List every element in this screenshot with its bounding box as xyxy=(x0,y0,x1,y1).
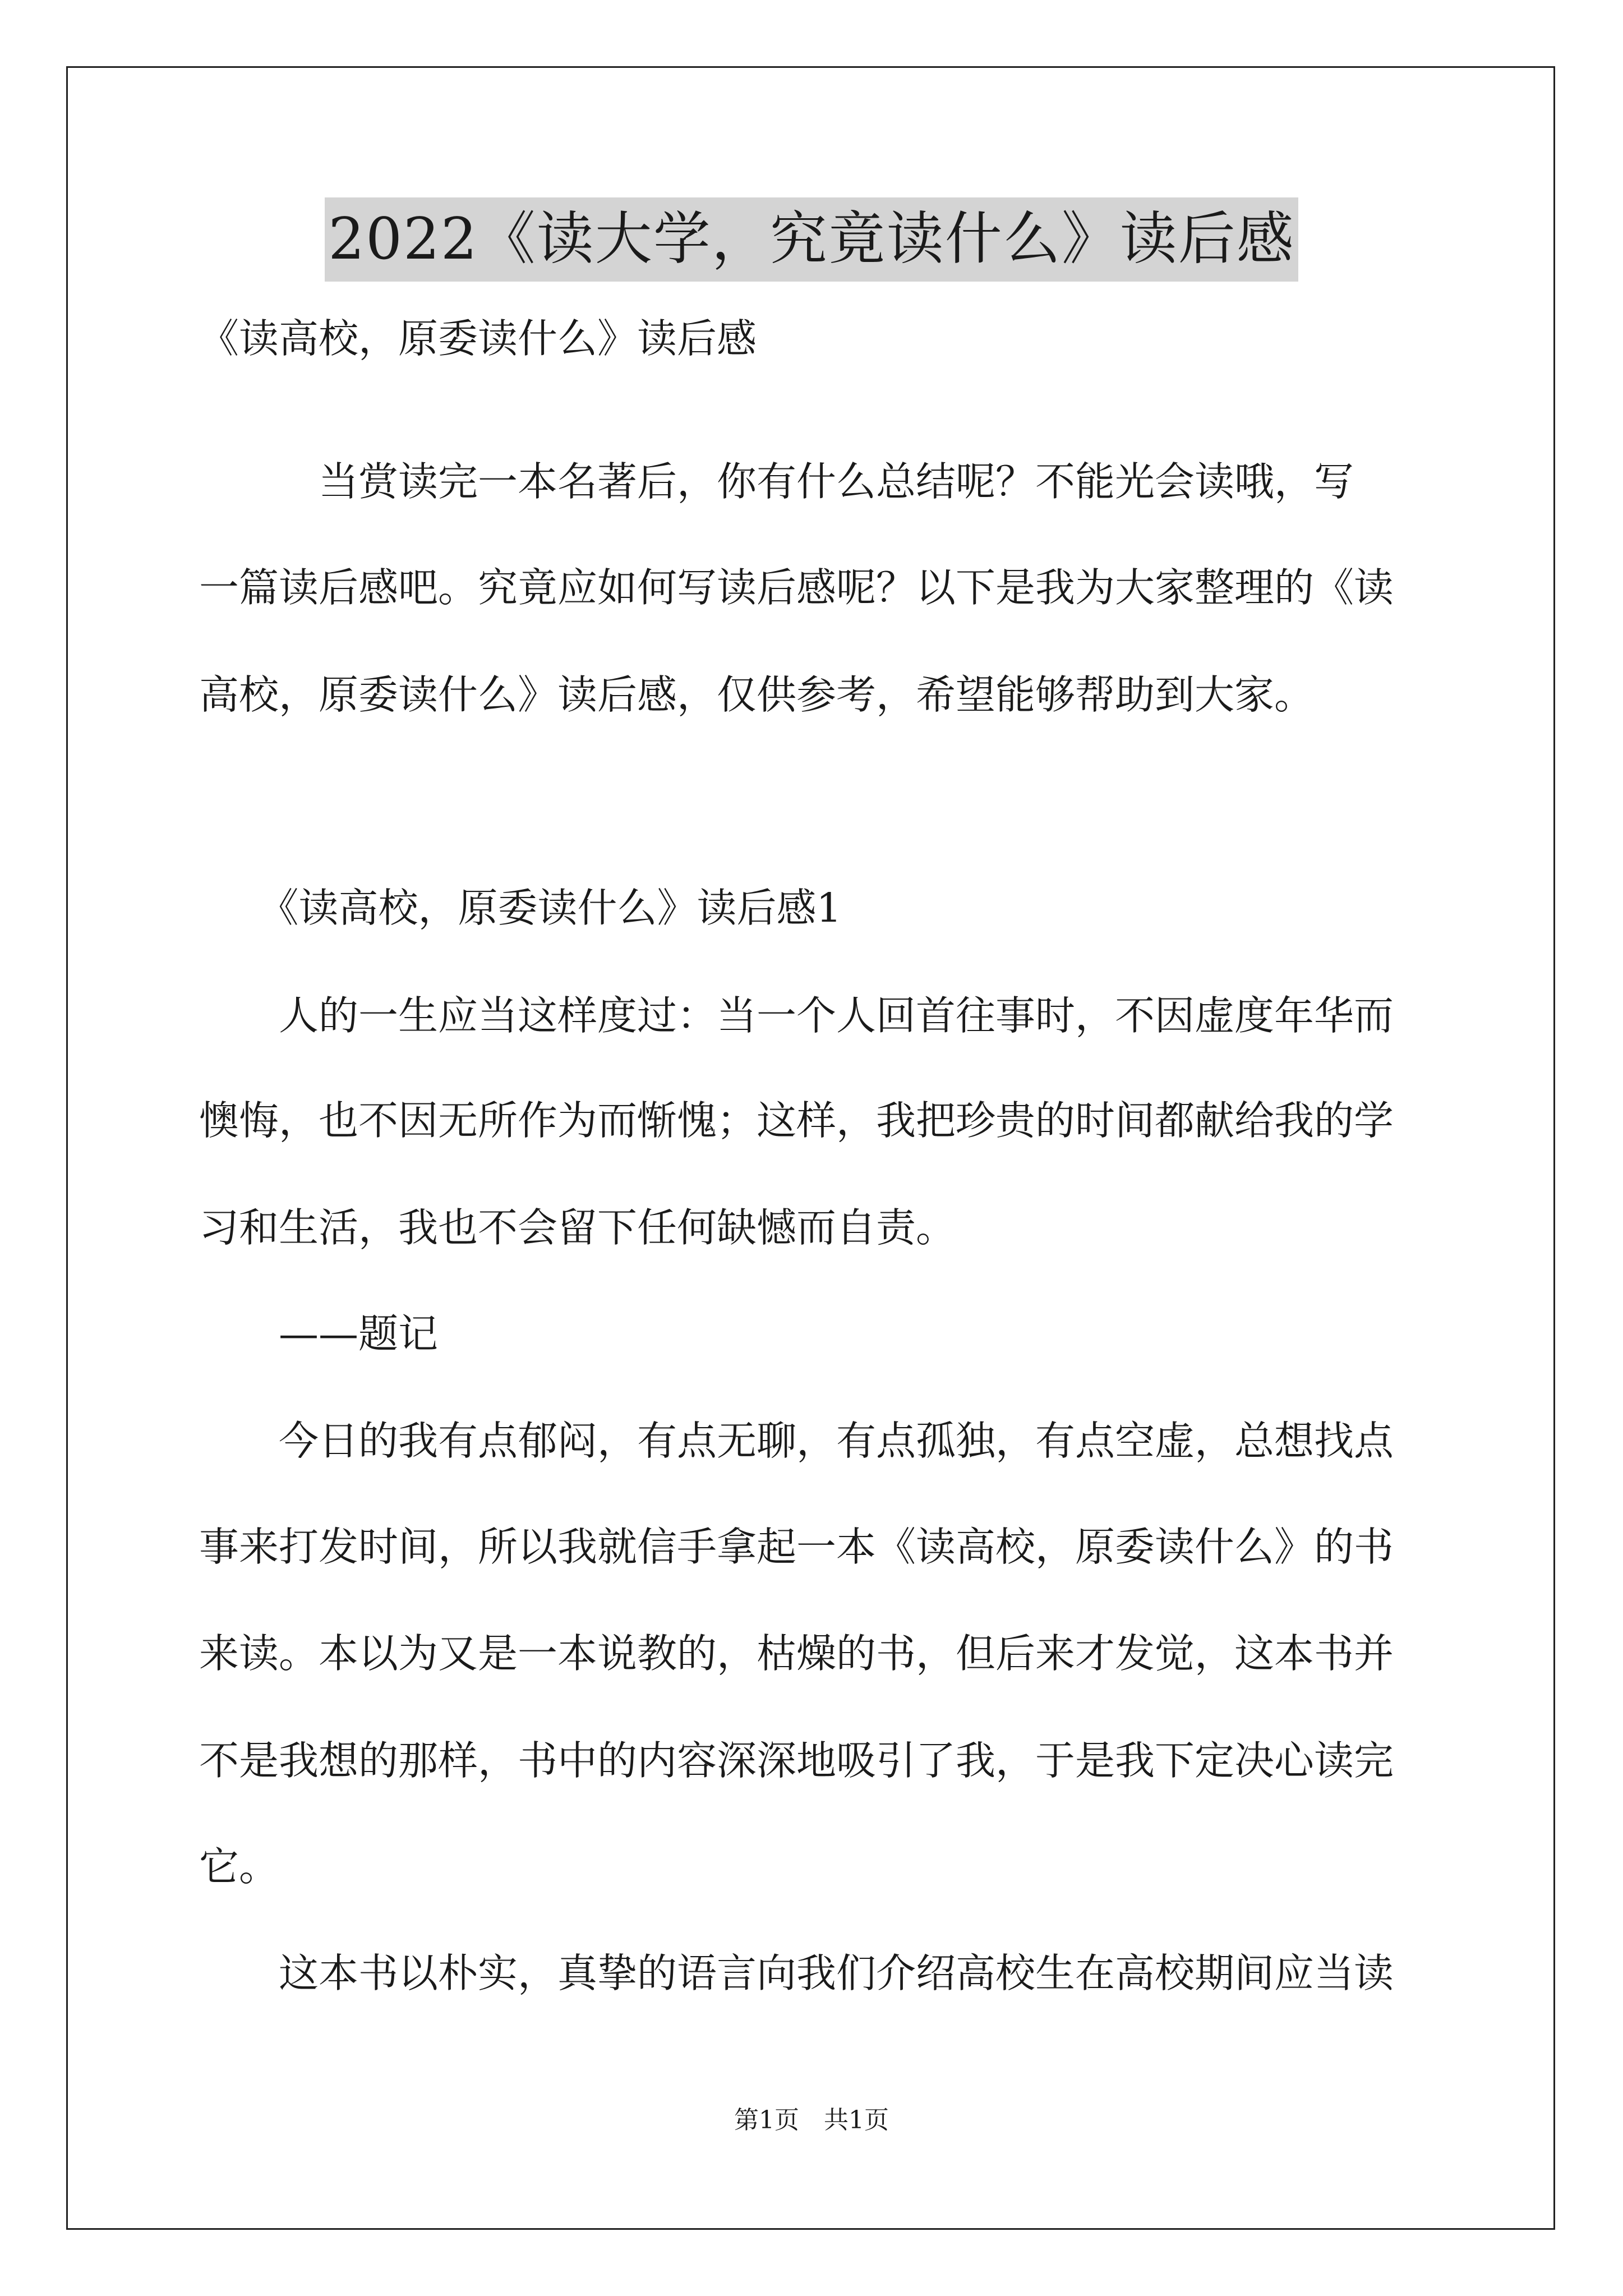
paragraph-line: 今日的我有点郁闷，有点无聊，有点孤独，有点空虚，总想找点 xyxy=(199,1418,1394,1464)
paragraph-line: 不是我想的那样，书中的内容深深地吸引了我，于是我下定决心读完 xyxy=(199,1737,1394,1784)
intro-line: 一篇读后感吧。究竟应如何写读后感呢？以下是我为大家整理的《读 xyxy=(199,564,1394,611)
intro-line: 当赏读完一本名著后，你有什么总结呢？不能光会读哦，写 xyxy=(199,458,1354,505)
section-heading: 《读高校，原委读什么》读后感1 xyxy=(199,885,842,931)
subtitle-line: 《读高校，原委读什么》读后感 xyxy=(199,315,757,362)
paragraph-line: 习和生活，我也不会留下任何缺憾而自责。 xyxy=(199,1204,956,1251)
paragraph-line: 懊悔，也不因无所作为而惭愧；这样，我把珍贵的时间都献给我的学 xyxy=(199,1097,1394,1144)
title-container xyxy=(0,197,1623,282)
paragraph-line: 这本书以朴实，真挚的语言向我们介绍高校生在高校期间应当读 xyxy=(199,1950,1394,1996)
paragraph-line: 人的一生应当这样度过：当一个人回首往事时，不因虚度年华而 xyxy=(199,992,1394,1039)
page-frame xyxy=(66,66,1555,2230)
epigraph-attribution: ——题记 xyxy=(199,1310,439,1357)
document-title: 2022《读大学，究竟读什么》读后感 xyxy=(325,197,1298,282)
paragraph-line: 它。 xyxy=(199,1843,279,1890)
page-footer: 第1页 共1页 xyxy=(734,2106,889,2134)
paragraph-line: 事来打发时间，所以我就信手拿起一本《读高校，原委读什么》的书 xyxy=(199,1524,1394,1570)
intro-line: 高校，原委读什么》读后感，仅供参考，希望能够帮助到大家。 xyxy=(199,671,1315,718)
paragraph-line: 来读。本以为又是一本说教的，枯燥的书，但后来才发觉，这本书并 xyxy=(199,1630,1394,1677)
